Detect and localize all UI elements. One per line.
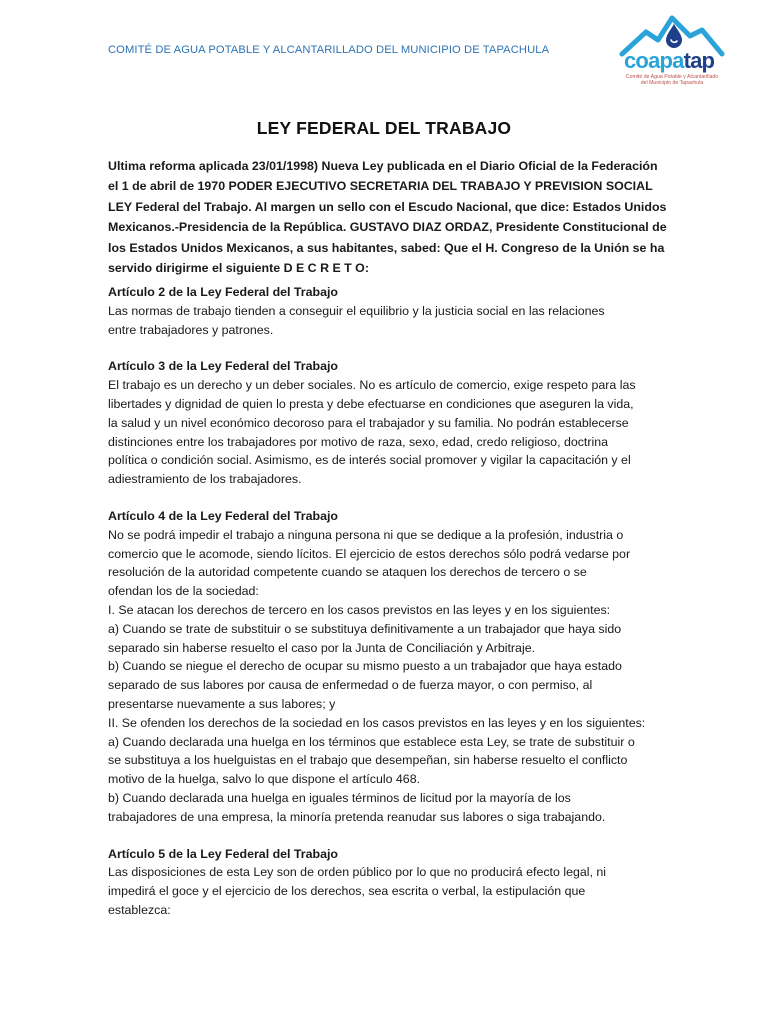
article-heading: Artículo 3 de la Ley Federal del Trabajo [108,359,338,374]
logo-subtitle-line: Comité de Agua Potable y Alcantarillado [625,74,719,80]
article-text-line: trabajadores de una empresa, la minoría pretenda reanudar sus labores o siga trabajando. [108,809,606,824]
article-text-line: a) Cuando se trate de substituir o se substituya definitivamente a un trabajador que haya sido [108,621,622,636]
article-text-line: presentarse nuevamente a sus labores; y [108,696,336,711]
article-text-line: El trabajo es un derecho y un deber sociales. No es artículo de comercio, exige respeto para las [108,378,636,393]
logo-word-tap: tap [683,48,715,73]
organization-header: COMITÉ DE AGUA POTABLE Y ALCANTARILLADO DEL MUNICIPIO DE TAPACHULA [108,44,550,56]
article-text-line: I. Se atacan los derechos de tercero en los casos previstos en las leyes y en los siguientes: [108,602,611,617]
article-text-line: distinciones entre los trabajadores por motivo de raza, sexo, edad, credo religioso, doctrina [108,434,609,449]
logo-word-coapa: coapa [624,48,684,73]
logo-subtitle-line: del Municipio de Tapachula [640,80,704,86]
article-text-line: la salud y un nivel económico decoroso para el trabajador y su familia. No podrán establecerse [108,415,629,430]
article-text-line: a) Cuando declarada una huelga en los términos que establece esta Ley, se trate de substituir o [108,734,635,749]
article-section [108,507,673,827]
articles-list [108,283,673,938]
article-heading: Artículo 5 de la Ley Federal del Trabajo [108,846,338,861]
article-text-line: b) Cuando se niegue el derecho de ocupar su mismo puesto a un trabajador que haya estado [108,659,622,674]
article-text-line: motivo de la huelga, salvo lo que dispone el artículo 468. [108,772,421,787]
article-text-line: libertades y dignidad de quien lo presta y debe efectuarse en condiciones que aseguren la vida, [108,396,634,411]
article-text-line: entre trabajadores y patrones. [108,322,274,337]
article-text-line: Las disposiciones de esta Ley son de orden público por lo que no producirá efecto legal, ni [108,865,607,880]
article-text-line: establezca: [108,902,171,917]
article-text-line: No se podrá impedir el trabajo a ninguna persona ni que se dedique a la profesión, industria o [108,527,624,542]
article-text-line: se substituya a los huelguistas en el trabajo que desempeñan, sin haberse resuelto el conflicto [108,753,628,768]
article-text-line: adiestramiento de los trabajadores. [108,472,302,487]
article-section [108,357,673,489]
article-text-line: separado de sus labores por causa de enfermedad o de fuerza mayor, o con permiso, al [108,678,593,693]
article-text-line: comercio que le acomode, siendo lícitos. El ejercicio de estos derechos sólo podrá vedarse por [108,546,631,561]
document-title: LEY FEDERAL DEL TRABAJO [256,118,512,138]
intro-text: Ultima reforma aplicada 23/01/1998) Nueva Ley publicada en el Diario Oficial de la Federación el 1 de abril de 1970 PODER EJECUTIVO SECRETARIA DEL TRABAJO Y PREVISION SOCIAL LEY Federal del Trabajo. Al margen un sello con el Escudo Nacional, que dice: Estados Unidos Mexicanos.-Presidencia de la República. GUSTAVO DIAZ ORDAZ, Presidente Constitucional de los Estados Unidos Mexicanos, a sus habitantes, sabed: Que el H. Congreso de la Unión se ha servido dirigirme el siguiente D E C R E T O: [108,159,667,276]
article-text-line: Las normas de trabajo tienden a conseguir el equilibrio y la justicia social en las relaciones [108,303,605,318]
article-section [108,845,673,920]
article-heading: Artículo 4 de la Ley Federal del Trabajo [108,508,338,523]
logo-subtitle [618,74,726,86]
article-text-line: resolución de la autoridad competente cuando se ataquen los derechos de tercero o se [108,565,587,580]
article-heading: Artículo 2 de la Ley Federal del Trabajo [108,285,338,299]
article-text-line: ofendan los de la sociedad: [108,584,259,599]
article-text-line: política o condición social. Asimismo, es de interés social promover y vigilar la capacitación y el [108,453,631,468]
article-text-line: separado sin haberse resuelto el caso por la Junta de Conciliación y Arbitraje. [108,640,536,655]
logo-wordmark [624,50,714,72]
article-text-line: impedirá el goce y el ejercicio de los derechos, sea escrita o verbal, la estipulación que [108,884,586,899]
article-section [108,283,673,339]
article-text-line: b) Cuando declarada una huelga en iguales términos de licitud por la mayoría de los [108,790,571,805]
article-text-line: II. Se ofenden los derechos de la sociedad en los casos previstos en las leyes y en los siguientes: [108,715,646,730]
intro-paragraph [108,156,668,278]
coapatap-logo [616,10,728,92]
